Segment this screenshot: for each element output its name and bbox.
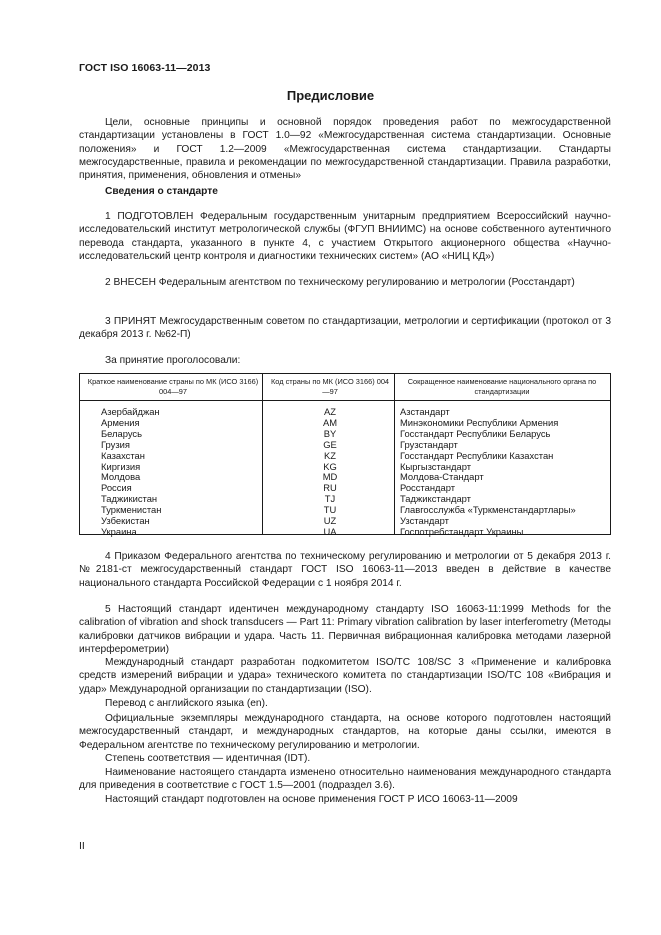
table-header-row [80, 374, 610, 401]
table-cell-body: Главгосслужба «Туркменстандартлары» [400, 504, 576, 516]
item-5-degree-paragraph: Степень соответствия — идентичная (IDT). [105, 753, 311, 764]
table-cell-code: TJ [324, 493, 336, 505]
standards-body-column [400, 407, 576, 538]
table-cell-body: Грузстандарт [400, 438, 458, 450]
table-cell-body: Кыргызстандарт [400, 460, 472, 472]
table-cell-body: Узстандарт [400, 515, 449, 527]
item-5-prepared-paragraph: Настоящий стандарт подготовлен на основе применения ГОСТ Р ИСО 16063-11—2009 [105, 794, 518, 805]
item-5-name-change-paragraph: Наименование настоящего стандарта изменено относительно наименования международного стандарта для приведения в соответствие с ГОСТ 1.5—2001 (подраздел 3.6). [79, 767, 611, 792]
voted-label: За принятие проголосовали: [105, 355, 241, 366]
header-standards-body: Сокращенное наименование национального органа по стандартизации [407, 377, 597, 396]
table-cell-code: UA [323, 525, 337, 537]
item-2-paragraph: 2 ВНЕСЕН Федеральным агентством по техническому регулированию и метрологии (Росстандарт) [105, 277, 575, 288]
table-cell-code: GE [323, 438, 337, 450]
table-cell-body: Молдова-Стандарт [400, 471, 484, 483]
table-cell-country: Грузия [101, 438, 130, 450]
table-cell-code: AZ [324, 406, 336, 417]
table-cell-country: Таджикистан [101, 493, 158, 505]
table-cell-country: Россия [101, 482, 132, 494]
header-country-name: Краткое наименование страны по МК (ИСО 3166) 004—97 [87, 377, 259, 396]
table-cell-code: AM [322, 416, 338, 428]
table-cell-body: Минэкономики Республики Армения [400, 416, 559, 428]
table-cell-body: Таджикстандарт [400, 493, 471, 505]
table-cell-body: Росстандарт [400, 482, 455, 494]
table-cell-body: Госстандарт Республики Казахстан [400, 449, 554, 461]
item-4-paragraph: 4 Приказом Федерального агентства по техническому регулированию и метрологии от 5 декабря 2013 г. №2181-ст межгосударственный стандарт ГОСТ ISO 16063-11—2013 введен в действие в качестве национального стандарта Российской Федерации с 1 ноября 2014 г. [79, 551, 611, 589]
table-column-divider [394, 374, 395, 534]
table-cell-body: Госстандарт Республики Беларусь [400, 427, 551, 439]
page-title: Предисловие [286, 88, 375, 103]
table-cell-country: Армения [101, 416, 140, 428]
table-cell-body: Азстандарт [400, 406, 450, 417]
item-1-paragraph: 1 ПОДГОТОВЛЕН Федеральным государственным унитарным предприятием Всероссийский научно-исследовательский институт метрологической службы (ФГУП ВНИИМС) на основе собственного аутентичного перевода стандарта, указанного в пункте 4, с участием Открытого акционерного общества «Научно-исследовательский центр контроля и диагностики технических систем» (АО «НИЦ КД») [79, 211, 611, 262]
table-cell-country: Украина [101, 525, 137, 537]
table-cell-country: Туркменистан [101, 504, 162, 516]
table-cell-country: Киргизия [101, 460, 141, 472]
table-cell-code: BY [323, 427, 337, 439]
table-cell-country: Молдова [101, 471, 141, 483]
table-cell-body: Госпотребстандарт Украины [400, 525, 524, 537]
table-cell-code: TU [323, 504, 337, 516]
table-cell-code: RU [323, 482, 337, 494]
table-cell-code: KG [323, 460, 337, 472]
header-country-code: Код страны по МК (ИСО 3166) 004—97 [270, 377, 390, 396]
table-cell-country: Беларусь [101, 427, 143, 439]
item-5-paragraph: 5 Настоящий стандарт идентичен международному стандарту ISO 16063-11:1999 Methods for the calibration of vibration and shock transducers — Part 11: Primary vibration calibration by laser interferometry (Методы калибровки датчиков вибрации и удара. Часть 11. Первичная вибрационная калибровка методами лазерной интерферометрии) [79, 604, 611, 655]
table-cell-country: Узбекистан [101, 515, 150, 527]
country-name-column [101, 407, 161, 538]
country-code-column [268, 407, 392, 538]
item-3-paragraph: 3 ПРИНЯТ Межгосударственным советом по стандартизации, метрологии и сертификации (протокол от 3 декабря 2013 г. №62-П) [79, 316, 611, 341]
voting-table [79, 373, 611, 535]
page-number: II [79, 840, 85, 852]
item-5-subcommittee-paragraph: Международный стандарт разработан подкомитетом ISO/TC 108/SC 3 «Применение и калибровка средств измерений вибрации и удара» технического комитета по стандартизации ISO/TC 108 «Вибрация и удар» Международной организации по стандартизации (ISO). [79, 657, 611, 695]
item-5-official-copies-paragraph: Официальные экземпляры международного стандарта, на основе которого подготовлен настоящий межгосударственный стандарт, и международных стандартов, на которые даны ссылки, имеются в Федеральном агентстве по техническому регулированию и метрологии. [79, 713, 611, 751]
table-cell-code: KZ [324, 449, 336, 461]
table-cell-country: Казахстан [101, 449, 145, 461]
table-column-divider [262, 374, 263, 534]
standard-info-heading: Сведения о стандарте [105, 186, 218, 197]
item-5-translation-paragraph: Перевод с английского языка (en). [105, 698, 268, 709]
table-cell-country: Азербайджан [101, 406, 160, 417]
document-code-header: ГОСТ ISO 16063-11—2013 [79, 62, 211, 74]
table-cell-code: UZ [323, 515, 337, 527]
table-cell-code: MD [322, 471, 338, 483]
intro-paragraph: Цели, основные принципы и основной порядок проведения работ по межгосударственной стандартизации установлены в ГОСТ 1.0—92 «Межгосударственная система стандартизации. Основные положения» и ГОСТ 1.2—2009 «Межгосударственная система стандартизации. Стандарты межгосударственные, правила и рекомендации по межгосударственной стандартизации. Правила разработки, принятия, применения, обновления и отмены» [79, 117, 611, 182]
